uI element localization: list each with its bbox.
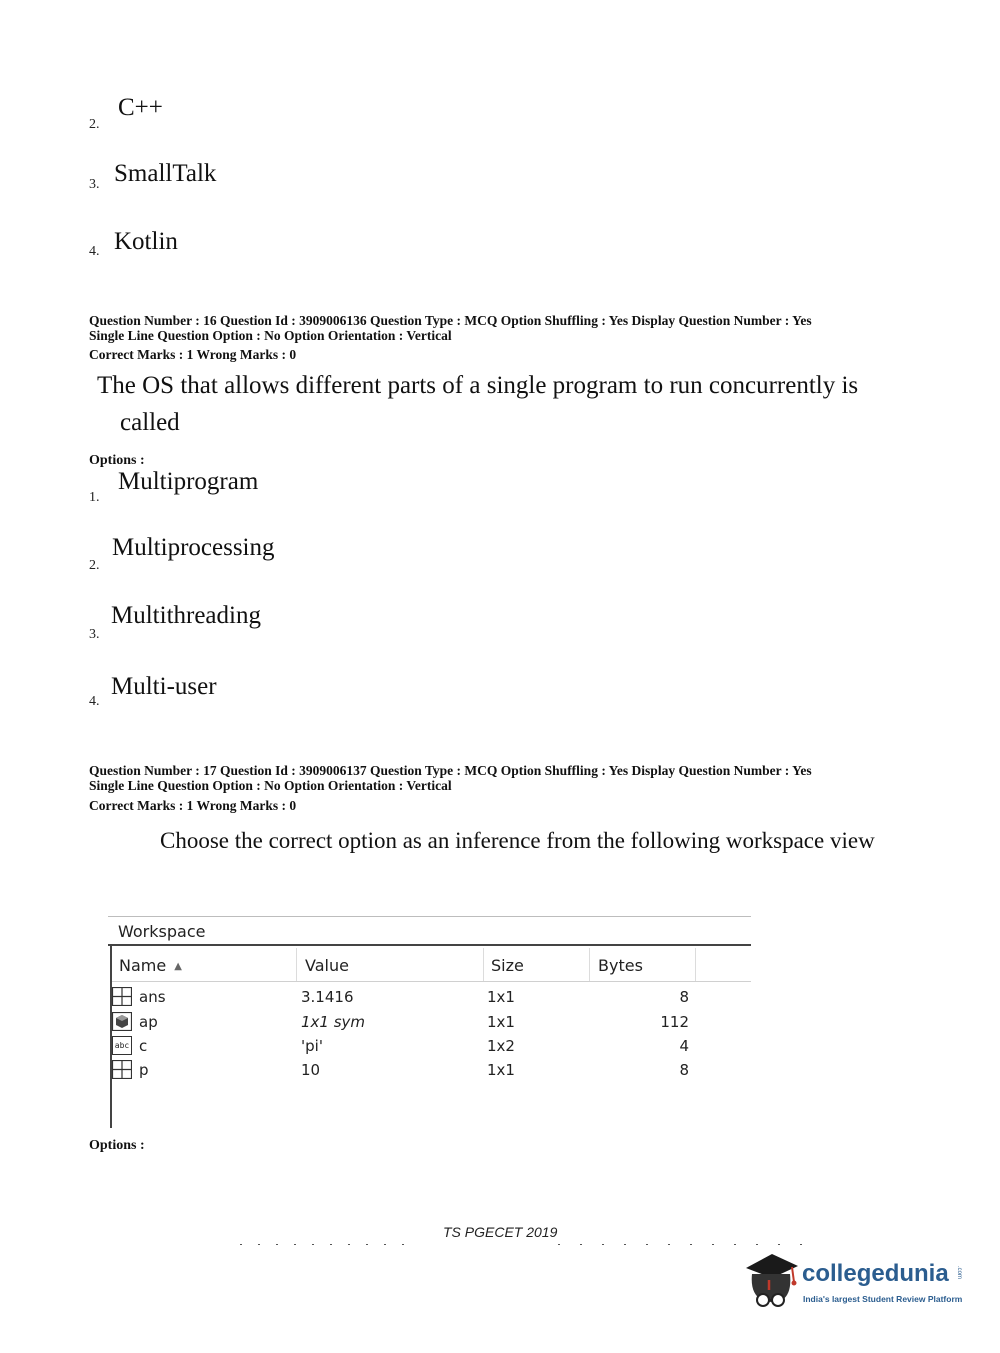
options-label: Options : <box>89 1138 145 1153</box>
panel-top-border <box>108 916 751 917</box>
variable-name: ap <box>139 1013 158 1031</box>
question-text-line2: called <box>120 409 180 436</box>
column-separator[interactable] <box>483 948 484 982</box>
symbolic-object-icon <box>112 1012 132 1031</box>
option-number: 2. <box>89 117 100 132</box>
column-header-name-label: Name <box>119 956 167 975</box>
variable-bytes: 8 <box>679 988 689 1006</box>
brand-name: collegedunia <box>802 1260 949 1287</box>
column-header-value[interactable]: Value <box>305 956 349 975</box>
option-text: Multiprogram <box>118 468 259 495</box>
variable-name: p <box>139 1061 149 1079</box>
table-row[interactable] <box>108 1059 751 1083</box>
option-text: Multithreading <box>111 602 261 629</box>
header-divider <box>112 981 751 982</box>
variable-size: 1x1 <box>487 988 515 1006</box>
question-marks: Correct Marks : 1 Wrong Marks : 0 <box>89 347 297 362</box>
variable-bytes: 4 <box>679 1037 689 1055</box>
column-separator[interactable] <box>296 948 297 982</box>
column-separator[interactable] <box>695 948 696 982</box>
column-header-name[interactable] <box>119 956 182 975</box>
brand-suffix: .com <box>956 1266 962 1280</box>
variable-value: 10 <box>301 1061 321 1079</box>
option-number: 3. <box>89 627 100 642</box>
option-number: 1. <box>89 490 100 505</box>
variable-size: 1x1 <box>487 1013 515 1031</box>
variable-size: 1x2 <box>487 1037 515 1055</box>
question-text: Choose the correct option as an inference from the following workspace view <box>160 828 875 853</box>
option-number: 4. <box>89 244 100 259</box>
variable-value: 1x1 sym <box>301 1013 366 1031</box>
matrix-icon <box>112 1060 132 1079</box>
question-meta-line2: Single Line Question Option : No Option Orientation : Vertical <box>89 778 452 793</box>
column-header-bytes[interactable]: Bytes <box>598 956 643 975</box>
options-label: Options : <box>89 453 145 468</box>
table-row[interactable] <box>108 1011 751 1035</box>
collegedunia-logo[interactable] <box>742 1250 968 1316</box>
char-array-icon: abc <box>112 1036 132 1055</box>
option-text: C++ <box>118 94 163 121</box>
variable-bytes: 112 <box>660 1013 689 1031</box>
variable-name: ans <box>139 988 166 1006</box>
table-row[interactable] <box>108 1035 751 1059</box>
sort-ascending-icon: ▲ <box>174 961 182 972</box>
option-number: 4. <box>89 694 100 709</box>
option-text: Kotlin <box>114 228 178 255</box>
variable-size: 1x1 <box>487 1061 515 1079</box>
variable-bytes: 8 <box>679 1061 689 1079</box>
column-separator[interactable] <box>589 948 590 982</box>
footer-dash-line <box>558 1244 808 1245</box>
option-text: Multi-user <box>111 673 217 700</box>
option-number: 2. <box>89 558 100 573</box>
footer-dash-line <box>240 1244 420 1245</box>
workspace-title: Workspace <box>118 922 206 941</box>
column-header-size[interactable]: Size <box>491 956 524 975</box>
variable-name: c <box>139 1037 148 1055</box>
brand-tagline: India's largest Student Review Platform <box>803 1294 963 1304</box>
variable-value: 3.1416 <box>301 988 354 1006</box>
question-marks: Correct Marks : 1 Wrong Marks : 0 <box>89 798 297 813</box>
question-meta-line2: Single Line Question Option : No Option Orientation : Vertical <box>89 328 452 343</box>
title-divider <box>108 944 751 946</box>
option-text: SmallTalk <box>114 160 217 187</box>
variable-value: 'pi' <box>301 1037 323 1055</box>
question-text-line1: The OS that allows different parts of a single program to run concurrently is <box>97 372 859 399</box>
question-meta-line1: Question Number : 17 Question Id : 3909006137 Question Type : MCQ Option Shuffling : Yes Display Question Number : Yes <box>89 763 812 778</box>
option-text: Multiprocessing <box>112 534 275 561</box>
table-row[interactable] <box>108 986 751 1010</box>
graduate-mascot-icon <box>742 1250 800 1316</box>
exam-footer: TS PGECET 2019 <box>443 1224 558 1240</box>
matrix-icon <box>112 987 132 1006</box>
workspace-panel <box>108 916 751 1128</box>
question-meta-line1: Question Number : 16 Question Id : 3909006136 Question Type : MCQ Option Shuffling : Yes Display Question Number : Yes <box>89 313 812 328</box>
option-number: 3. <box>89 177 100 192</box>
